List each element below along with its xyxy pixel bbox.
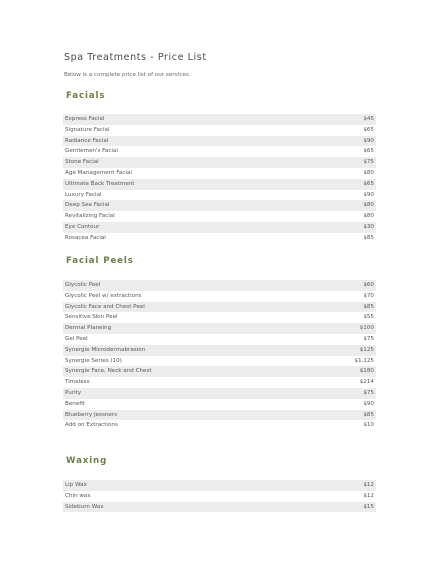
table-row <box>63 136 376 147</box>
service-name: Express Facial <box>65 116 105 122</box>
table-row <box>63 502 376 513</box>
service-price: $1,125 <box>354 357 374 364</box>
service-name: Stone Facial <box>65 159 99 166</box>
service-name: Sideburn Wax <box>65 503 104 510</box>
service-name: Dermal Planeing <box>65 325 112 332</box>
table-row <box>63 420 376 431</box>
service-name: Rosacea Facial <box>65 234 106 241</box>
table-row <box>63 291 376 302</box>
table-row <box>63 200 376 211</box>
price-table-facials <box>63 114 376 244</box>
service-price: $125 <box>359 346 374 353</box>
service-name: Chin wax <box>65 492 91 499</box>
service-name: Glycolic Face and Chest Peel <box>65 303 145 310</box>
price-table-facial-peels <box>63 280 376 431</box>
table-row <box>63 410 376 421</box>
service-price: $10 <box>363 422 374 429</box>
service-name: Gel Peel <box>65 335 88 342</box>
table-row <box>63 157 376 168</box>
service-price: $80 <box>363 213 374 220</box>
service-price: $70 <box>363 292 374 299</box>
service-name: Luxury Facial <box>65 191 102 198</box>
service-price: $12 <box>363 482 374 488</box>
service-price: $60 <box>363 282 374 288</box>
service-name: Lip Wax <box>65 482 87 488</box>
service-name: Ultimate Back Treatment <box>65 180 135 187</box>
service-name: Add on Extractions <box>65 422 118 429</box>
service-price: $214 <box>359 379 374 386</box>
service-name: Purity <box>65 389 82 396</box>
section-heading-facial-peels: Facial Peels <box>66 256 134 266</box>
service-price: $75 <box>363 159 374 166</box>
table-row <box>63 114 376 125</box>
service-price: $85 <box>363 234 374 241</box>
intro-text: Below is a complete price list of our services. <box>64 72 191 78</box>
service-price: $80 <box>363 202 374 209</box>
service-price: $85 <box>363 411 374 418</box>
service-name: Eye Contour <box>65 223 100 230</box>
service-price: $75 <box>363 389 374 396</box>
service-name: Synergie Series (10) <box>65 357 122 364</box>
table-row <box>63 491 376 502</box>
service-name: Deep Sea Facial <box>65 202 110 209</box>
table-row <box>63 125 376 136</box>
service-price: $80 <box>363 169 374 176</box>
table-row <box>63 190 376 201</box>
table-row <box>63 146 376 157</box>
table-row <box>63 312 376 323</box>
service-price: $55 <box>363 314 374 321</box>
table-row <box>63 480 376 491</box>
page-title: Spa Treatments - Price List <box>64 52 207 63</box>
table-row <box>63 302 376 313</box>
service-price: $75 <box>363 335 374 342</box>
service-name: Radiance Facial <box>65 137 109 144</box>
service-name: Benefit <box>65 400 85 407</box>
service-name: Glycolic Peel <box>65 282 101 288</box>
service-price: $90 <box>363 400 374 407</box>
service-price: $12 <box>363 492 374 499</box>
service-name: Age Management Facial <box>65 169 132 176</box>
table-row <box>63 345 376 356</box>
service-name: Synergie Microdermabrasion <box>65 346 146 353</box>
service-name: Sensitive Skin Peel <box>65 314 118 321</box>
table-row <box>63 211 376 222</box>
service-name: Blueberry Jessners <box>65 411 118 418</box>
service-price: $85 <box>363 303 374 310</box>
table-row <box>63 179 376 190</box>
section-heading-waxing: Waxing <box>66 456 108 466</box>
service-price: $180 <box>359 368 374 375</box>
service-price: $30 <box>363 223 374 230</box>
service-name: Signature Facial <box>65 126 110 133</box>
table-row <box>63 222 376 233</box>
table-row <box>63 399 376 410</box>
table-row <box>63 233 376 244</box>
table-row <box>63 334 376 345</box>
service-name: Glycolic Peel w/ extractions <box>65 292 142 299</box>
section-heading-facials: Facials <box>66 91 106 101</box>
service-price: $100 <box>359 325 374 332</box>
service-name: Timeless <box>65 379 90 386</box>
service-name: Synergie Face, Neck and Chest <box>65 368 152 375</box>
table-row <box>63 377 376 388</box>
table-row <box>63 280 376 291</box>
service-name: Gentlemen's Facial <box>65 148 118 155</box>
service-price: $65 <box>363 126 374 133</box>
service-name: Revitalizing Facial <box>65 213 115 220</box>
table-row <box>63 323 376 334</box>
price-table-waxing <box>63 480 376 512</box>
service-price: $90 <box>363 137 374 144</box>
service-price: $90 <box>363 191 374 198</box>
service-price: $15 <box>363 503 374 510</box>
service-price: $65 <box>363 148 374 155</box>
service-price: $45 <box>363 116 374 122</box>
service-price: $65 <box>363 180 374 187</box>
table-row <box>63 366 376 377</box>
table-row <box>63 388 376 399</box>
table-row <box>63 356 376 367</box>
table-row <box>63 168 376 179</box>
